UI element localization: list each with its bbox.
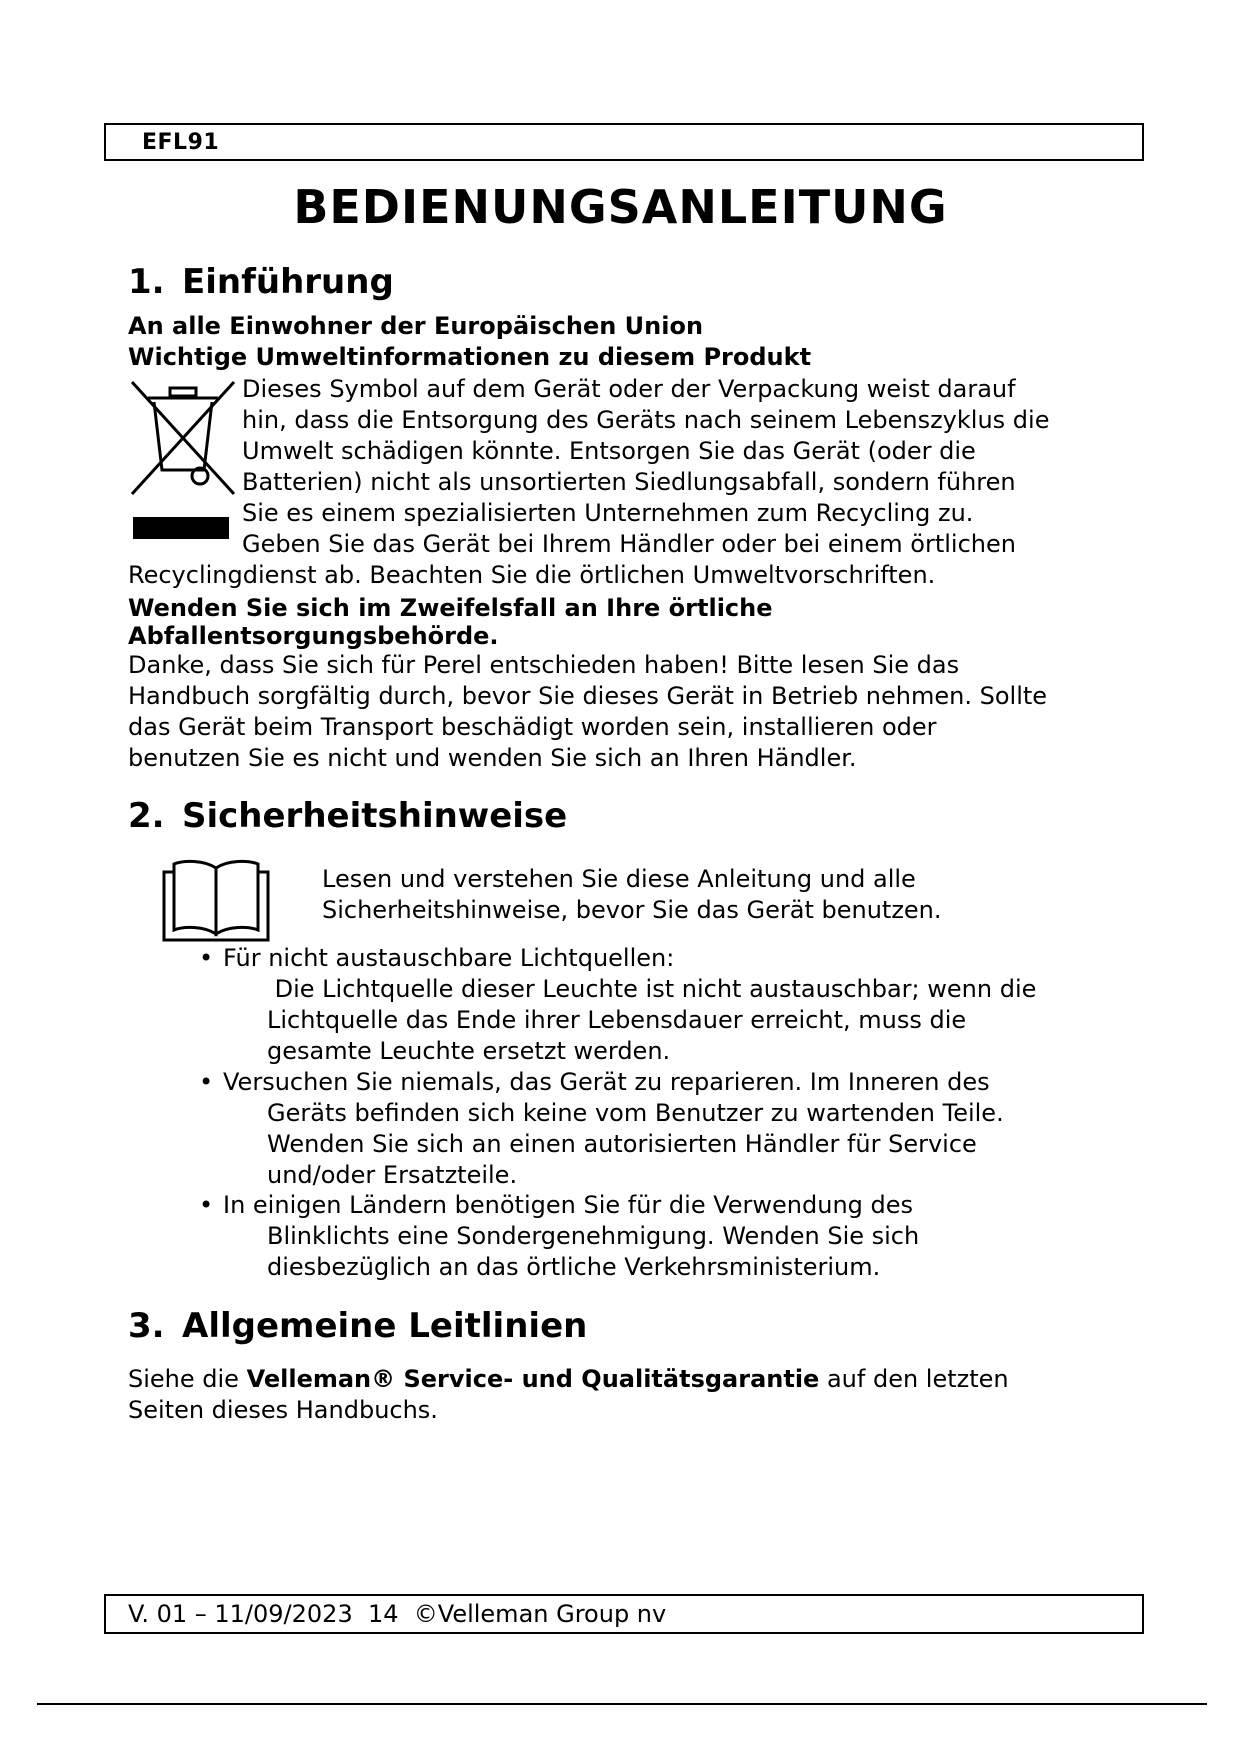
thanks-line: benutzen Sie es nicht und wenden Sie sich an Ihren Händler. xyxy=(128,744,857,772)
section-title: Allgemeine Leitlinien xyxy=(182,1306,588,1346)
footer-text: V. 01 – 11/09/2023 14 ©Velleman Group nv xyxy=(128,1600,667,1628)
bullet-text: Blinklichts eine Sondergenehmigung. Wenden Sie sich xyxy=(267,1222,920,1250)
weee-text-line: Umwelt schädigen könnte. Entsorgen Sie das Gerät (oder die xyxy=(242,437,976,465)
thanks-line: Handbuch sorgfältig durch, bevor Sie dieses Gerät in Betrieb nehmen. Sollte xyxy=(128,682,1048,710)
section-title: Einführung xyxy=(182,262,394,302)
thanks-line: Danke, dass Sie sich für Perel entschieden haben! Bitte lesen Sie das xyxy=(128,651,960,679)
env-info-heading: Wichtige Umweltinformationen zu diesem Produkt xyxy=(128,343,812,371)
bullet-text: gesamte Leuchte ersetzt werden. xyxy=(267,1037,671,1065)
section-1-heading xyxy=(128,262,394,302)
weee-text-line: Dieses Symbol auf dem Gerät oder der Verpackung weist darauf xyxy=(242,375,1016,403)
section-3-heading xyxy=(128,1306,587,1346)
crossed-bin-icon xyxy=(128,378,238,498)
guarantee-link-text: Velleman® Service- und Qualitätsgarantie xyxy=(246,1365,820,1393)
weee-text-line: Sie es einem spezialisierten Unternehmen zum Recycling zu. xyxy=(242,499,974,527)
read-manual-icon xyxy=(160,858,272,942)
weee-text-line: Recyclingdienst ab. Beachten Sie die örtlichen Umweltvorschriften. xyxy=(128,561,936,589)
bullet-text: diesbezüglich an das örtliche Verkehrsministerium. xyxy=(267,1253,881,1281)
bullet-text: Wenden Sie sich an einen autorisierten Händler für Service xyxy=(267,1130,977,1158)
section-number: 1. xyxy=(128,262,165,302)
document-title: BEDIENUNGSANLEITUNG xyxy=(293,180,948,234)
eu-residents-heading: An alle Einwohner der Europäischen Union xyxy=(128,312,704,340)
weee-text-line: hin, dass die Entsorgung des Geräts nach seinem Lebenszyklus die xyxy=(242,406,1050,434)
bullet-text: Die Lichtquelle dieser Leuchte ist nicht austauschbar; wenn die xyxy=(267,975,1037,1003)
bullet-dot: • xyxy=(199,1191,214,1219)
manual-note-line: Sicherheitshinweise, bevor Sie das Gerät benutzen. xyxy=(322,896,942,924)
section-number: 2. xyxy=(128,796,165,836)
weee-text-line: Batterien) nicht als unsortierten Siedlungsabfall, sondern führen xyxy=(242,468,1016,496)
guarantee-line: Seiten dieses Handbuchs. xyxy=(128,1396,438,1424)
guarantee-text: Siehe die xyxy=(128,1365,247,1393)
authority-notice: Abfallentsorgungsbehörde. xyxy=(128,622,499,650)
thanks-line: das Gerät beim Transport beschädigt worden sein, installieren oder xyxy=(128,713,937,741)
weee-black-bar xyxy=(133,517,229,539)
bullet-text: und/oder Ersatzteile. xyxy=(267,1161,518,1189)
bullet-text: Versuchen Sie niemals, das Gerät zu reparieren. Im Inneren des xyxy=(223,1068,990,1096)
authority-notice: Wenden Sie sich im Zweifelsfall an Ihre örtliche xyxy=(128,594,773,622)
bullet-text: Für nicht austauschbare Lichtquellen: xyxy=(223,944,675,972)
section-2-heading xyxy=(128,796,567,836)
safety-bullet xyxy=(199,1067,1004,1191)
guarantee-text: auf den letzten xyxy=(819,1365,1009,1393)
safety-bullet xyxy=(199,1190,919,1283)
section-number: 3. xyxy=(128,1306,165,1346)
section-title: Sicherheitshinweise xyxy=(182,796,568,836)
bullet-dot: • xyxy=(199,1068,214,1096)
model-label: EFL91 xyxy=(142,130,220,155)
bullet-dot: • xyxy=(199,944,214,972)
bullet-text: Geräts befinden sich keine vom Benutzer zu wartenden Teile. xyxy=(267,1099,1004,1127)
guarantee-line xyxy=(128,1364,1009,1395)
weee-text-line: Geben Sie das Gerät bei Ihrem Händler oder bei einem örtlichen xyxy=(242,530,1016,558)
header-box xyxy=(104,123,1144,161)
bottom-rule xyxy=(37,1703,1207,1705)
bullet-text: In einigen Ländern benötigen Sie für die Verwendung des xyxy=(223,1191,914,1219)
manual-note-line: Lesen und verstehen Sie diese Anleitung und alle xyxy=(322,865,916,893)
safety-bullet xyxy=(199,943,1036,1067)
bullet-text: Lichtquelle das Ende ihrer Lebensdauer erreicht, muss die xyxy=(267,1006,967,1034)
